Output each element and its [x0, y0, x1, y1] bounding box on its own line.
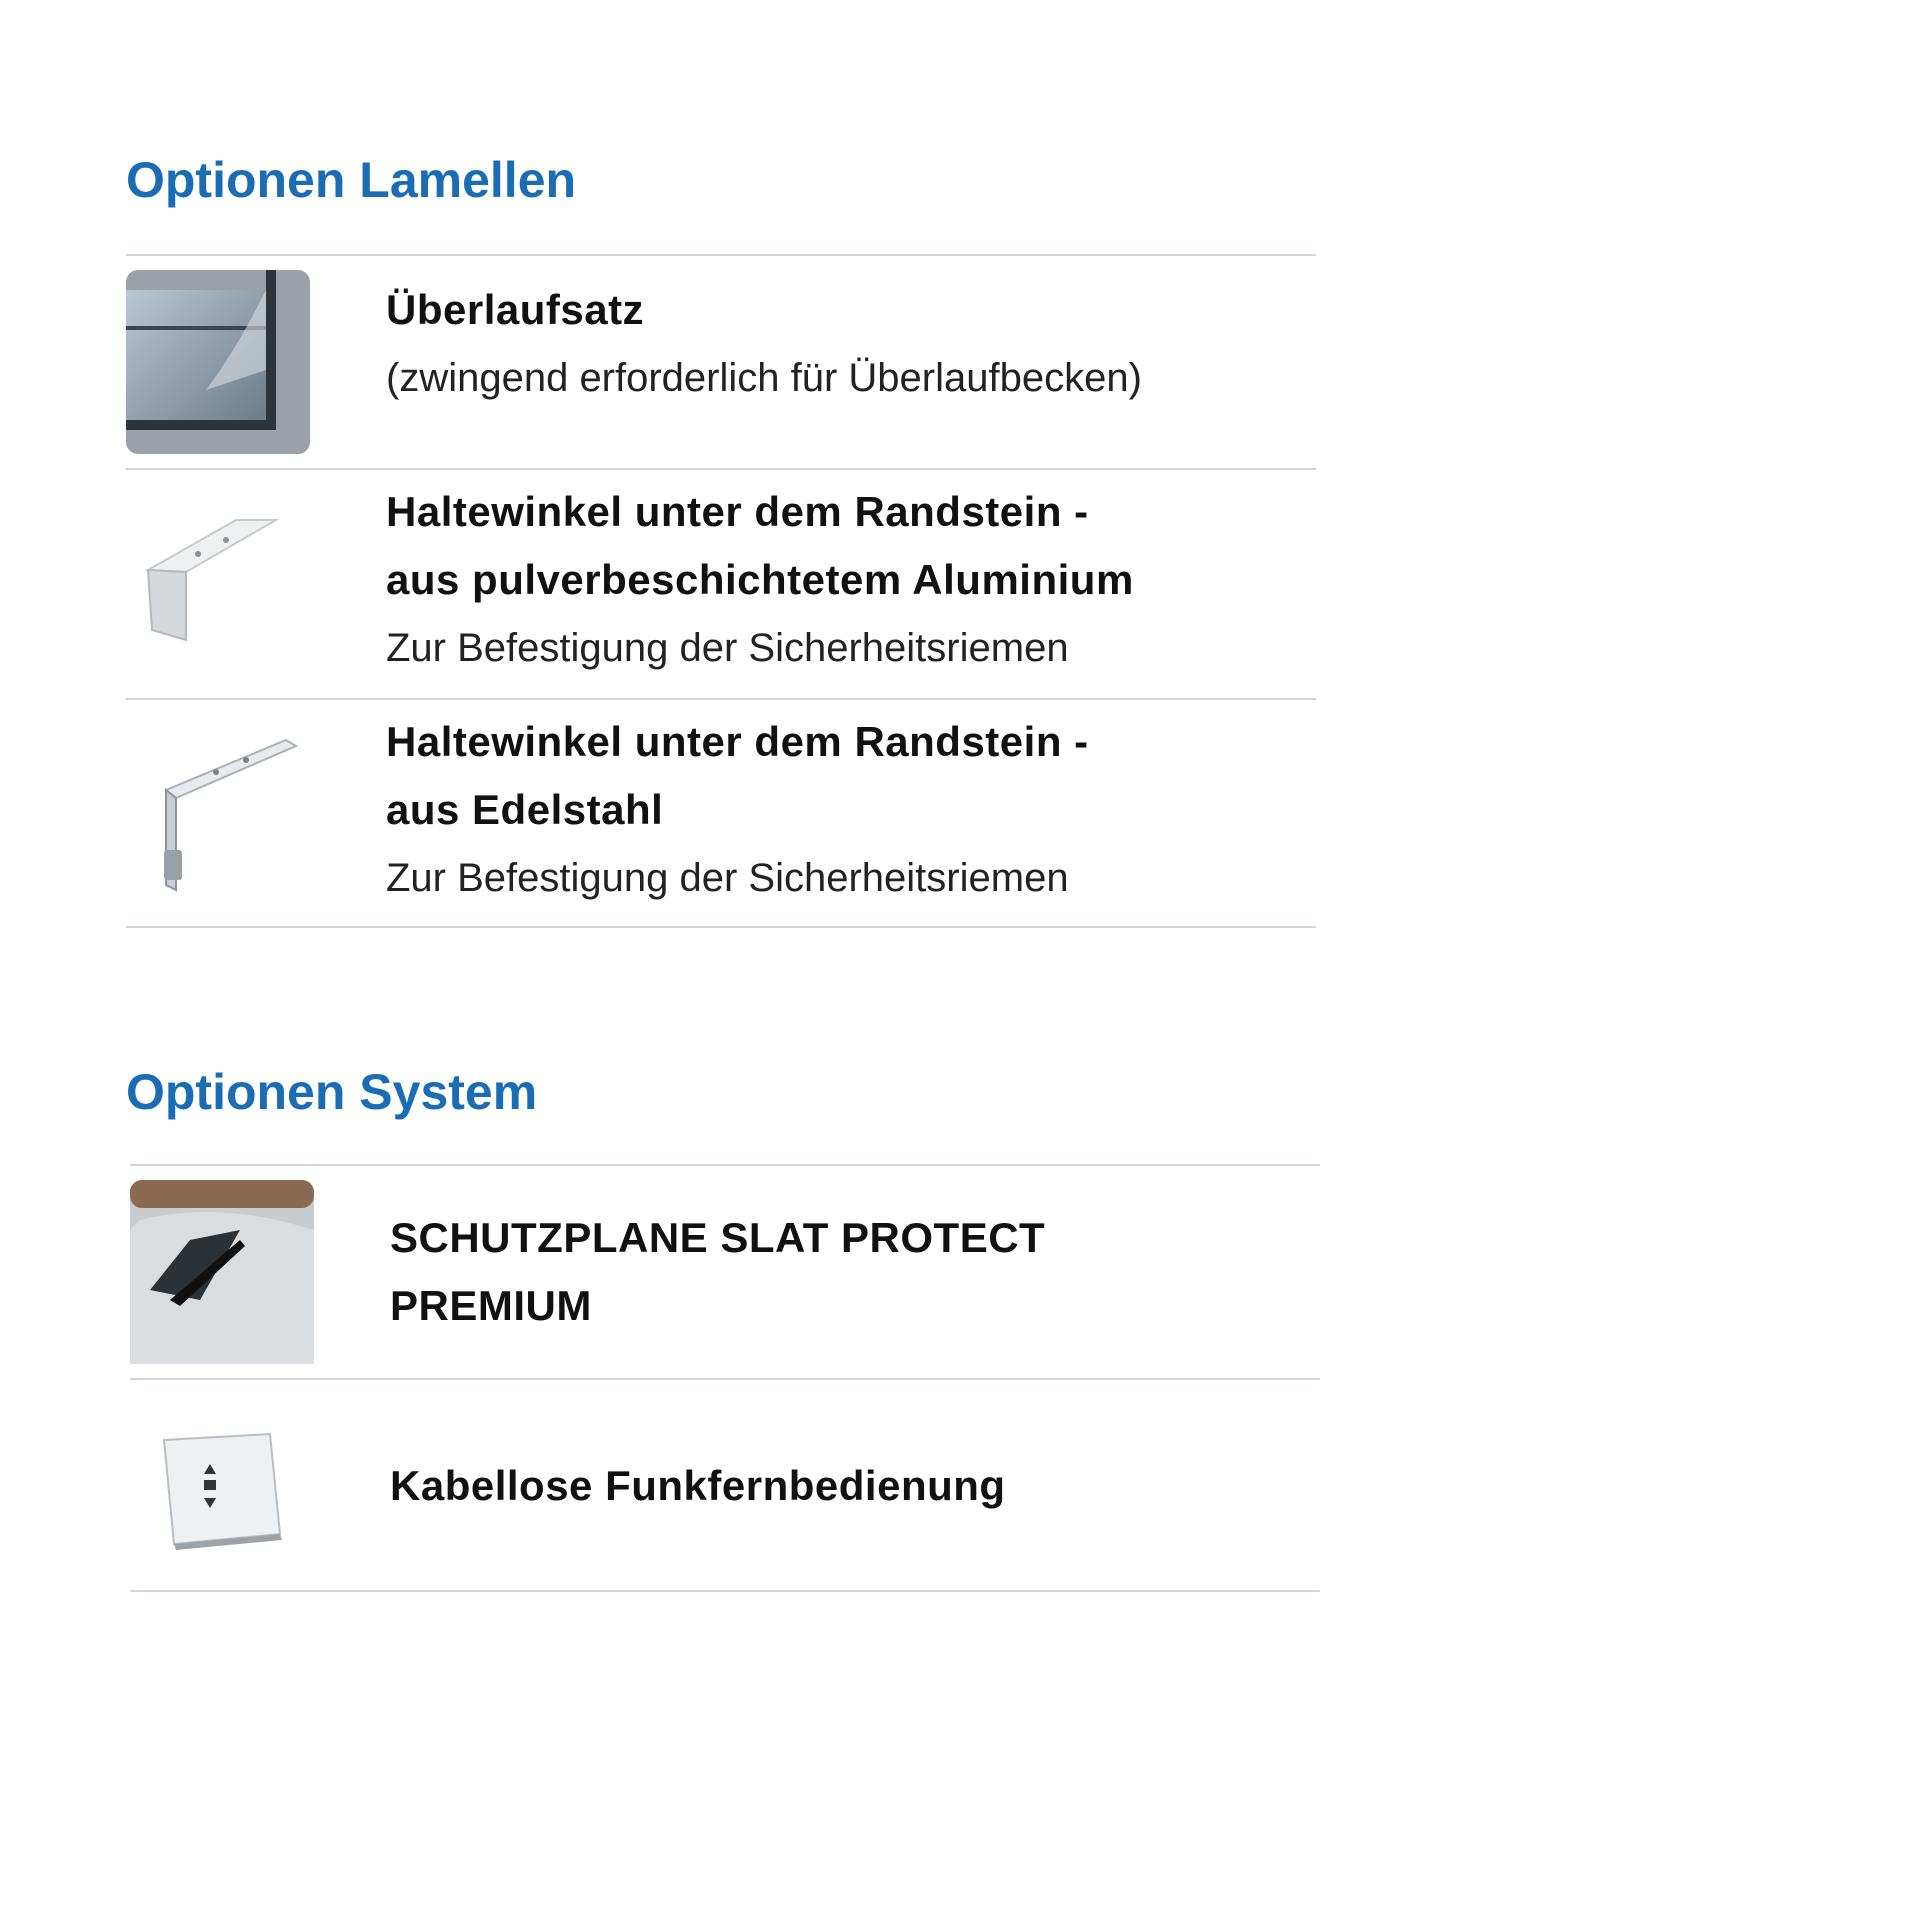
- list-item: [126, 470, 1316, 698]
- item-title: aus Edelstahl: [386, 786, 664, 833]
- item-subtitle: (zwingend erforderlich für Überlaufbecken): [386, 356, 1142, 400]
- section-system: [126, 1062, 1316, 1166]
- overflow-kit-photo-icon: [126, 270, 310, 454]
- section-title: Optionen System: [126, 1064, 538, 1120]
- item-title: Kabellose Funkfernbedienung: [390, 1462, 1006, 1509]
- item-text: [386, 478, 1134, 682]
- steel-bracket-photo-icon: [126, 720, 310, 904]
- item-title: Überlaufsatz: [386, 286, 645, 333]
- item-text: [390, 1204, 1045, 1340]
- section-lamellen: [126, 150, 1316, 254]
- item-title: Haltewinkel unter dem Randstein -: [386, 718, 1089, 765]
- item-title: SCHUTZPLANE SLAT PROTECT: [390, 1214, 1046, 1261]
- item-title: aus pulverbeschichtetem Aluminium: [386, 556, 1134, 603]
- list-item: [126, 700, 1316, 926]
- item-subtitle: Zur Befestigung der Sicherheitsriemen: [386, 856, 1069, 900]
- divider: [126, 926, 1316, 928]
- list-item: [126, 256, 1316, 468]
- item-subtitle: Zur Befestigung der Sicherheitsriemen: [386, 626, 1069, 670]
- item-text: [386, 708, 1089, 912]
- protective-cover-photo-icon: [130, 1180, 314, 1364]
- list-item: [130, 1380, 1320, 1592]
- item-text: [386, 276, 1142, 412]
- section-title: Optionen Lamellen: [126, 152, 577, 208]
- item-title: PREMIUM: [390, 1282, 592, 1329]
- item-text: [390, 1452, 1006, 1520]
- remote-switch-photo-icon: [130, 1394, 314, 1578]
- aluminium-bracket-photo-icon: [126, 490, 310, 674]
- item-title: Haltewinkel unter dem Randstein -: [386, 488, 1089, 535]
- list-item: [130, 1166, 1320, 1378]
- divider: [130, 1590, 1320, 1592]
